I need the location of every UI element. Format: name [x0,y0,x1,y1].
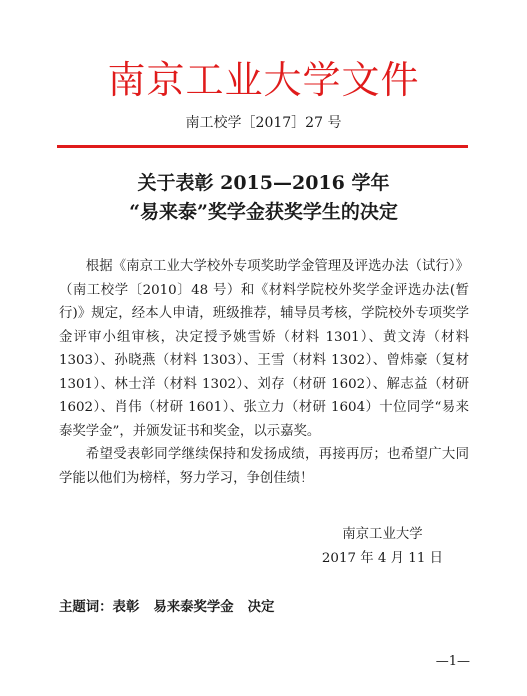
document-number: 南工校学［2017］27 号 [185,115,342,131]
subject-keywords: 主题词：表彰 易来泰奖学金 决定 [59,599,275,615]
red-divider-line [57,145,468,148]
document-title-line-1: 关于表彰 2015—2016 学年 [137,172,390,194]
document-header-title: 南京工业大学文件 [107,58,420,102]
signature-organization: 南京工业大学 [342,527,423,542]
body-paragraph-2: 希望受表彰同学继续保持和发扬成绩，再接再厉；也希望广大同学能以他们为榜样，努力学习，争创佳绩！ [59,447,469,486]
document-body [59,255,469,490]
page-number: —1— [435,654,470,669]
body-paragraph-1: 根据《南京工业大学校外专项奖助学金管理及评选办法（试行）》（南工校学〔2010〕48 号）和《材料学院校外奖学金评选办法(暂行)》规定，经本人申请，班级推荐，辅导员考核，学院校外专项奖学金评审小组审核，决定授予姚雪娇（材料 1301）、黄文涛（材料 1303）、孙晓燕（材料 1303）、王雪（材料 1302）、曾炜豪（复材 1301）、林士洋（材料 1302）、刘存（材研 1602）、解志益（材研 1602）、肖伟（材研 1601）、张立力（材研 1604）十位同学“易来泰奖学金”，并颁发证书和奖金，以示嘉奖。 [59,259,469,439]
signature-block [322,523,443,571]
document-title-line-2: “易来泰”奖学金获奖学生的决定 [129,201,398,223]
signature-date: 2017 年 4 月 11 日 [321,551,443,566]
